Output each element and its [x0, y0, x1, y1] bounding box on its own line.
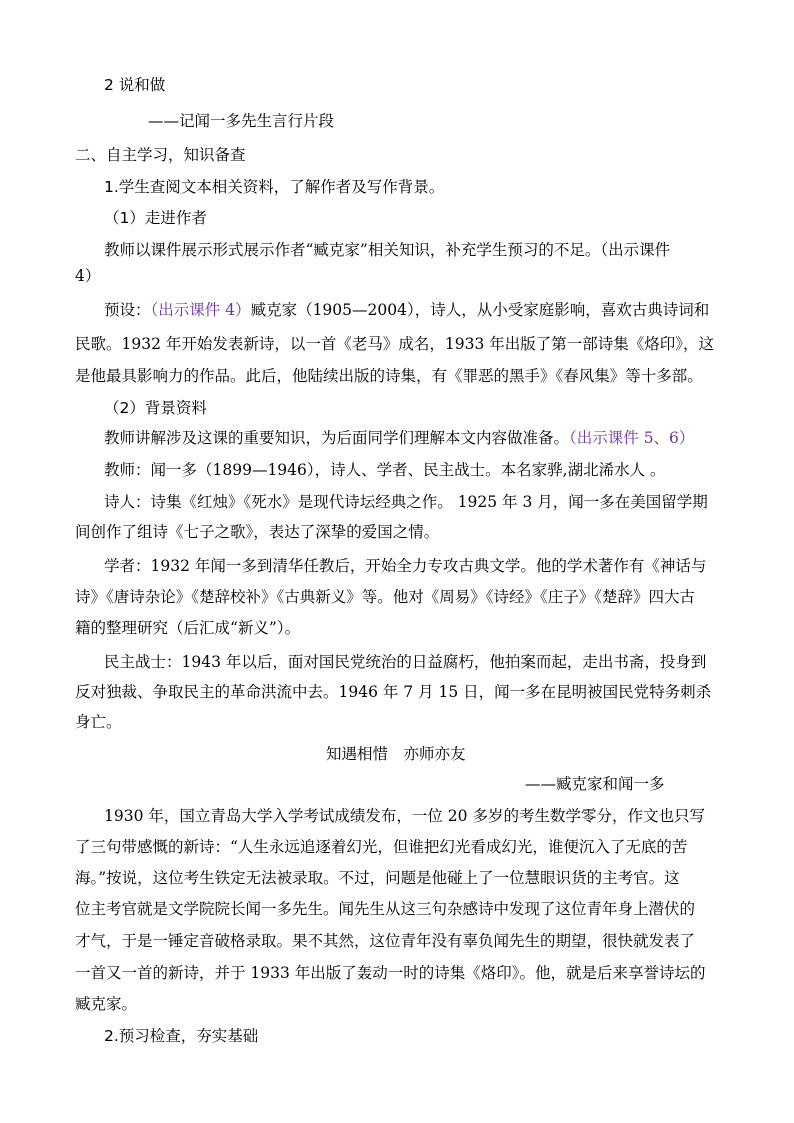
subsection-author-label: （1）走进作者 — [104, 209, 207, 227]
preset-prefix: 预设： — [104, 301, 151, 319]
preset-line-1 — [104, 300, 709, 320]
section-subtitle: ——记闻一多先生言行片段 — [148, 112, 335, 130]
preset-line-2: 民歌。1932 年开始发表新诗，以一首《老马》成名，1933 年出版了第一部诗集《烙印》，这 — [75, 335, 714, 353]
story-line-7: 臧克家。 — [75, 995, 138, 1013]
subsection-background-label: （2）背景资料 — [104, 399, 207, 417]
story-subtitle: ——臧克家和闻一多 — [525, 775, 665, 793]
scholar-line-3: 籍的整理研究（后汇成“新义”）。 — [75, 619, 301, 637]
courseware-tag: （出示课件 4） — [150, 301, 251, 319]
scholar-line-1: 学者：1932 年闻一多到清华任教后，开始全力专攻古典文学。他的学术著作有《神话与 — [104, 557, 707, 575]
fighter-line-1: 民主战士：1943 年以后，面对国民党统治的日益腐朽，他拍案而起，走出书斋，投身到 — [104, 653, 707, 671]
story-line-1: 1930 年，国立青岛大学入学考试成绩发布，一位 20 多岁的考生数学零分，作文也只写 — [104, 807, 705, 825]
teacher-wen-yiduo-line: 教师：闻一多（1899—1946），诗人、学者、民主战士。本名家骅,湖北浠水人 。 — [104, 461, 666, 479]
preset-line-1-rest: 臧克家（1905—2004），诗人，从小受家庭影响，喜欢古典诗词和 — [250, 301, 710, 319]
scholar-line-2: 诗》《唐诗杂论》《楚辞校补》《古典新义》等。他对《周易》《诗经》《庄子》《楚辞》四大古 — [75, 588, 696, 606]
courseware-tag-5-6: （出示课件 5、6） — [569, 429, 695, 447]
story-line-5: 才气，于是一锤定音破格录取。果不其然，这位青年没有辜负闻先生的期望，很快就发表了 — [75, 932, 696, 950]
part-two-title: 二、自主学习，知识备查 — [75, 146, 246, 164]
item-2-heading: 2.预习检查，夯实基础 — [104, 1027, 259, 1045]
story-line-2: 了三句带感慨的新诗：“人生永远追逐着幻光，但谁把幻光看成幻光，谁便沉入了无底的苦 — [75, 838, 688, 856]
fighter-line-3: 身亡。 — [75, 713, 122, 731]
fighter-line-2: 反对独裁、争取民主的革命洪流中去。1946 年 7 月 15 日，闻一多在昆明被国民党特务刺杀 — [75, 683, 712, 701]
item-1-heading: 1.学生查阅文本相关资料，了解作者及写作背景。 — [104, 178, 445, 196]
story-line-4: 位主考官就是文学院院长闻一多先生。闻先生从这三句杂感诗中发现了这位青年身上潜伏的 — [75, 900, 696, 918]
preset-line-3: 是他最具影响力的作品。此后，他陆续出版的诗集，有《罪恶的黑手》《春风集》等十多部。 — [75, 367, 703, 385]
teacher-author-line-2: 4） — [75, 267, 101, 285]
story-line-3: 海。”按说，这位考生铁定无法被录取。不过，问题是他碰上了一位慧眼识货的主考官。这 — [75, 869, 680, 887]
story-title: 知遇相惜 亦师亦友 — [326, 745, 466, 763]
section-title: 2 说和做 — [104, 76, 166, 94]
teacher-background-intro — [104, 428, 694, 448]
teacher-background-text: 教师讲解涉及这课的重要知识，为后面同学们理解本文内容做准备。 — [104, 429, 570, 447]
teacher-author-line-1: 教师以课件展示形式展示作者“臧克家”相关知识，补充学生预习的不足。（出示课件 — [104, 241, 671, 259]
poet-line-1: 诗人：诗集《红烛》《死水》是现代诗坛经典之作。 1925 年 3 月，闻一多在美国留学期 — [104, 493, 708, 511]
story-line-6: 一首又一首的新诗，并于 1933 年出版了轰动一时的诗集《烙印》。他，就是后来享誉诗坛的 — [75, 964, 706, 982]
poet-line-2: 间创作了组诗《七子之歌》，表达了深挚的爱国之情。 — [75, 523, 440, 541]
